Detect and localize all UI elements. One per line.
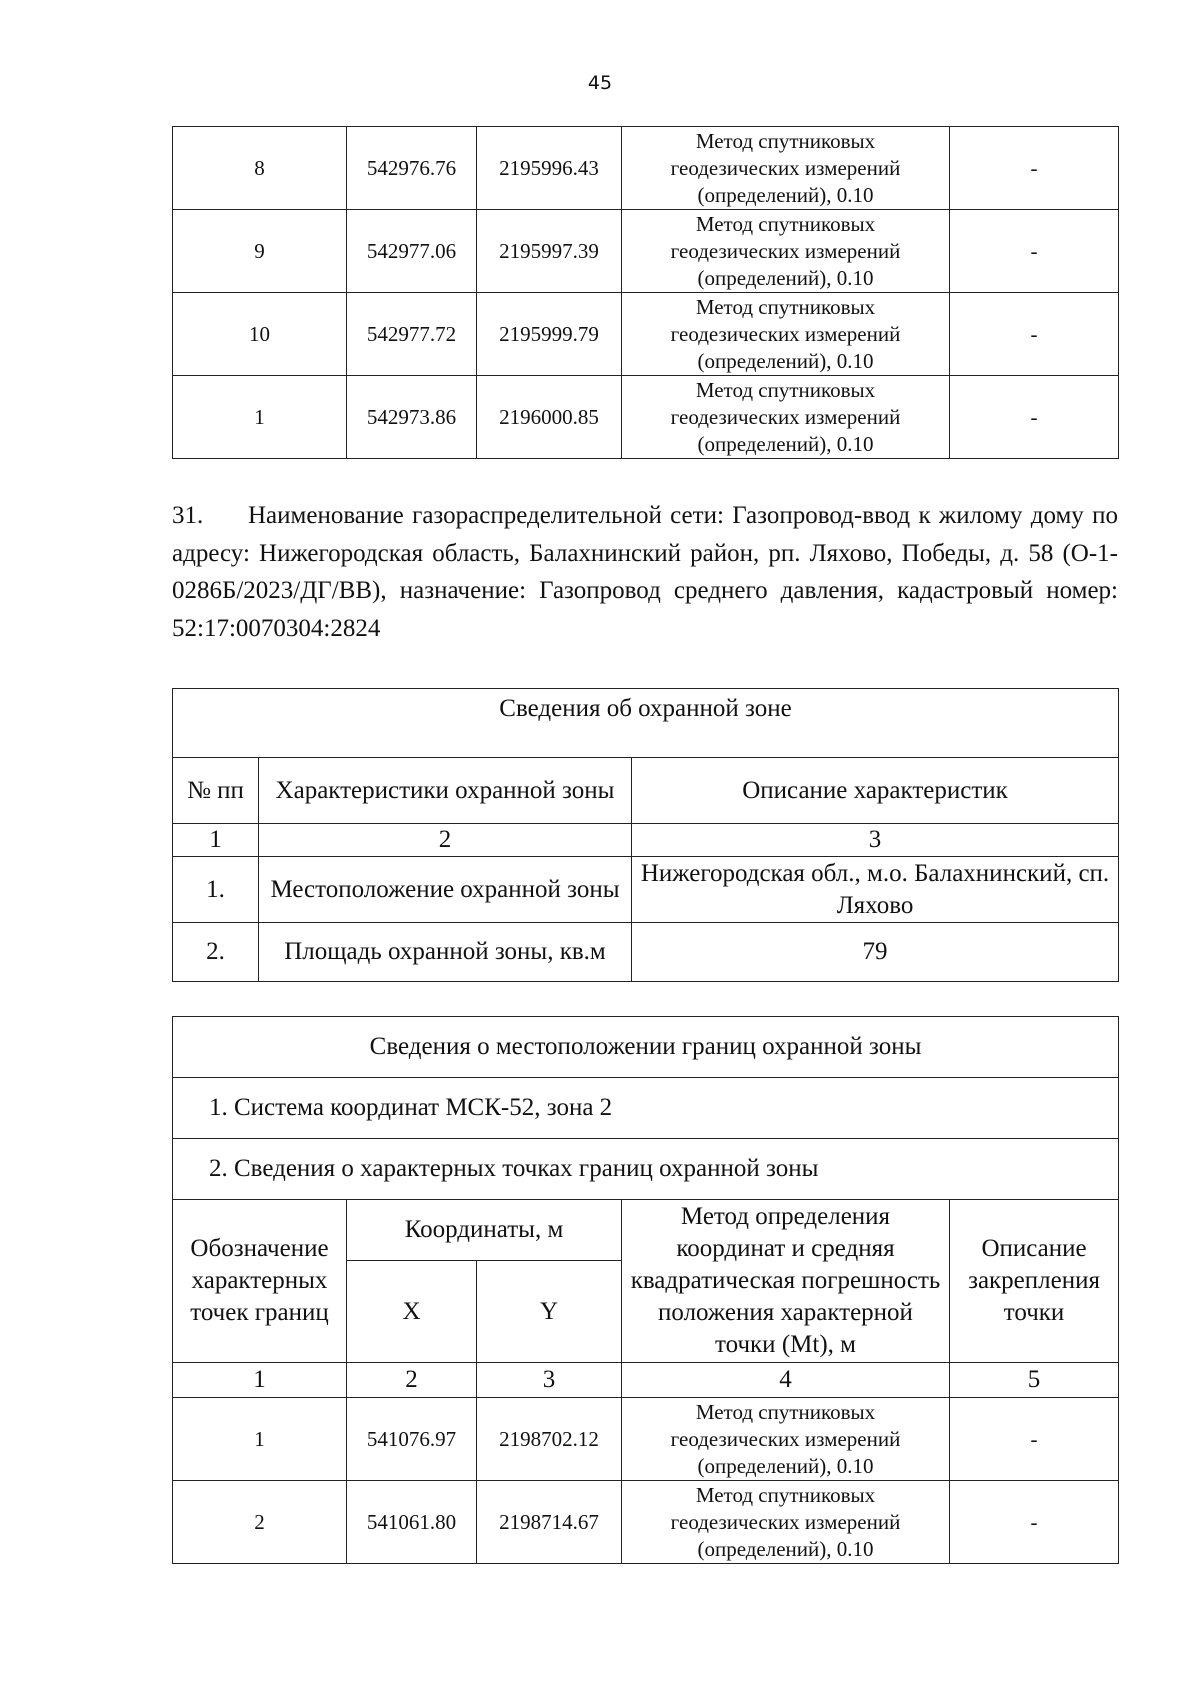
table-title-row — [173, 1017, 1119, 1078]
point-header: Обозначение характерных точек границ — [173, 1200, 347, 1363]
fixing-cell: - — [950, 293, 1119, 376]
method-line: (определений), 0.10 — [697, 348, 874, 373]
characteristic-cell: Местоположение охранной зоны — [259, 857, 632, 923]
x-cell: 542977.72 — [347, 293, 477, 376]
x-cell: 541061.80 — [347, 1481, 477, 1564]
page-number: 45 — [587, 72, 613, 94]
table-row — [173, 1481, 1119, 1564]
method-line: Метод спутниковых — [695, 294, 876, 319]
table-header-row — [173, 758, 1119, 824]
boundary-table-title: Сведения о местоположении границ охранной зоны — [173, 1017, 1119, 1078]
column-header: № пп — [173, 758, 259, 824]
x-header: X — [347, 1261, 477, 1363]
description-cell: 79 — [632, 923, 1119, 982]
point-cell: 1 — [173, 376, 347, 459]
method-line: Метод спутниковых — [695, 1482, 876, 1507]
table-row — [173, 1398, 1119, 1481]
method-line: геодезических измерений — [670, 404, 901, 429]
table-header-row — [173, 1200, 1119, 1261]
y-header: Y — [477, 1261, 622, 1363]
description-cell: Нижегородская обл., м.о. Балахнинский, сп. Ляхово — [632, 857, 1119, 923]
column-index: 5 — [950, 1363, 1119, 1398]
continuation-points-table — [172, 126, 1119, 459]
column-index: 3 — [632, 824, 1119, 857]
row-number: 2. — [173, 923, 259, 982]
table-row — [173, 923, 1119, 982]
point-cell: 2 — [173, 1481, 347, 1564]
row-number: 1. — [173, 857, 259, 923]
method-cell — [622, 293, 950, 376]
column-index-row — [173, 1363, 1119, 1398]
characteristic-cell: Площадь охранной зоны, кв.м — [259, 923, 632, 982]
zone-info-table — [172, 688, 1119, 982]
points-title-row — [173, 1139, 1119, 1200]
table-title-row — [173, 689, 1119, 758]
method-cell — [622, 127, 950, 210]
table-row — [173, 293, 1119, 376]
fixing-header: Описание закрепления точки — [950, 1200, 1119, 1363]
coords-header: Координаты, м — [347, 1200, 622, 1261]
method-line: (определений), 0.10 — [697, 182, 874, 207]
fixing-cell: - — [950, 1398, 1119, 1481]
method-cell — [622, 1481, 950, 1564]
method-cell — [622, 210, 950, 293]
method-line: (определений), 0.10 — [697, 1536, 874, 1561]
column-index: 1 — [173, 824, 259, 857]
fixing-cell: - — [950, 210, 1119, 293]
column-header: Описание характеристик — [632, 758, 1119, 824]
boundary-points-table — [172, 1016, 1119, 1564]
points-title: 2. Сведения о характерных точках границ охранной зоны — [173, 1139, 1119, 1200]
x-cell: 541076.97 — [347, 1398, 477, 1481]
fixing-cell: - — [950, 376, 1119, 459]
method-line: геодезических измерений — [670, 155, 901, 180]
section-paragraph — [172, 497, 1118, 647]
table-row — [173, 210, 1119, 293]
y-cell: 2198714.67 — [477, 1481, 622, 1564]
section-number: 31. — [172, 502, 204, 529]
fixing-cell: - — [950, 127, 1119, 210]
x-cell: 542977.06 — [347, 210, 477, 293]
method-line: (определений), 0.10 — [697, 1453, 874, 1478]
y-cell: 2195997.39 — [477, 210, 622, 293]
table-row — [173, 857, 1119, 923]
column-index: 3 — [477, 1363, 622, 1398]
method-header: Метод определения координат и средняя квадратическая погрешность положения характерной точки (Mt), м — [622, 1200, 950, 1363]
method-line: геодезических измерений — [670, 1509, 901, 1534]
method-line: Метод спутниковых — [695, 211, 876, 236]
column-index: 4 — [622, 1363, 950, 1398]
y-cell: 2196000.85 — [477, 376, 622, 459]
method-line: (определений), 0.10 — [697, 265, 874, 290]
table-row — [173, 376, 1119, 459]
method-line: Метод спутниковых — [695, 128, 876, 153]
coord-system: 1. Система координат МСК-52, зона 2 — [173, 1078, 1119, 1139]
point-cell: 8 — [173, 127, 347, 210]
method-line: геодезических измерений — [670, 321, 901, 346]
point-cell: 9 — [173, 210, 347, 293]
method-line: Метод спутниковых — [695, 377, 876, 402]
column-index-row — [173, 824, 1119, 857]
method-cell — [622, 376, 950, 459]
x-cell: 542976.76 — [347, 127, 477, 210]
method-line: (определений), 0.10 — [697, 431, 874, 456]
y-cell: 2195999.79 — [477, 293, 622, 376]
point-cell: 1 — [173, 1398, 347, 1481]
column-header: Характеристики охранной зоны — [259, 758, 632, 824]
coord-system-row — [173, 1078, 1119, 1139]
method-line: геодезических измерений — [670, 238, 901, 263]
section-text: Наименование газораспределительной сети: Газопровод-ввод к жилому дому по адресу: Нижегородская область, Балахнинский район, рп. Ляхово, Победы, д. 58 (О-1-0286Б/2023/ДГ/ВВ), назначение: Газопровод среднего давления, кадастровый номер: 52:17:0070304:2824 — [172, 502, 1118, 642]
fixing-cell: - — [950, 1481, 1119, 1564]
y-cell: 2198702.12 — [477, 1398, 622, 1481]
method-line: Метод спутниковых — [695, 1399, 876, 1424]
method-cell — [622, 1398, 950, 1481]
table-row — [173, 127, 1119, 210]
column-index: 2 — [259, 824, 632, 857]
method-line: геодезических измерений — [670, 1426, 901, 1451]
y-cell: 2195996.43 — [477, 127, 622, 210]
column-index: 1 — [173, 1363, 347, 1398]
zone-table-title: Сведения об охранной зоне — [173, 689, 1119, 758]
column-index: 2 — [347, 1363, 477, 1398]
x-cell: 542973.86 — [347, 376, 477, 459]
point-cell: 10 — [173, 293, 347, 376]
